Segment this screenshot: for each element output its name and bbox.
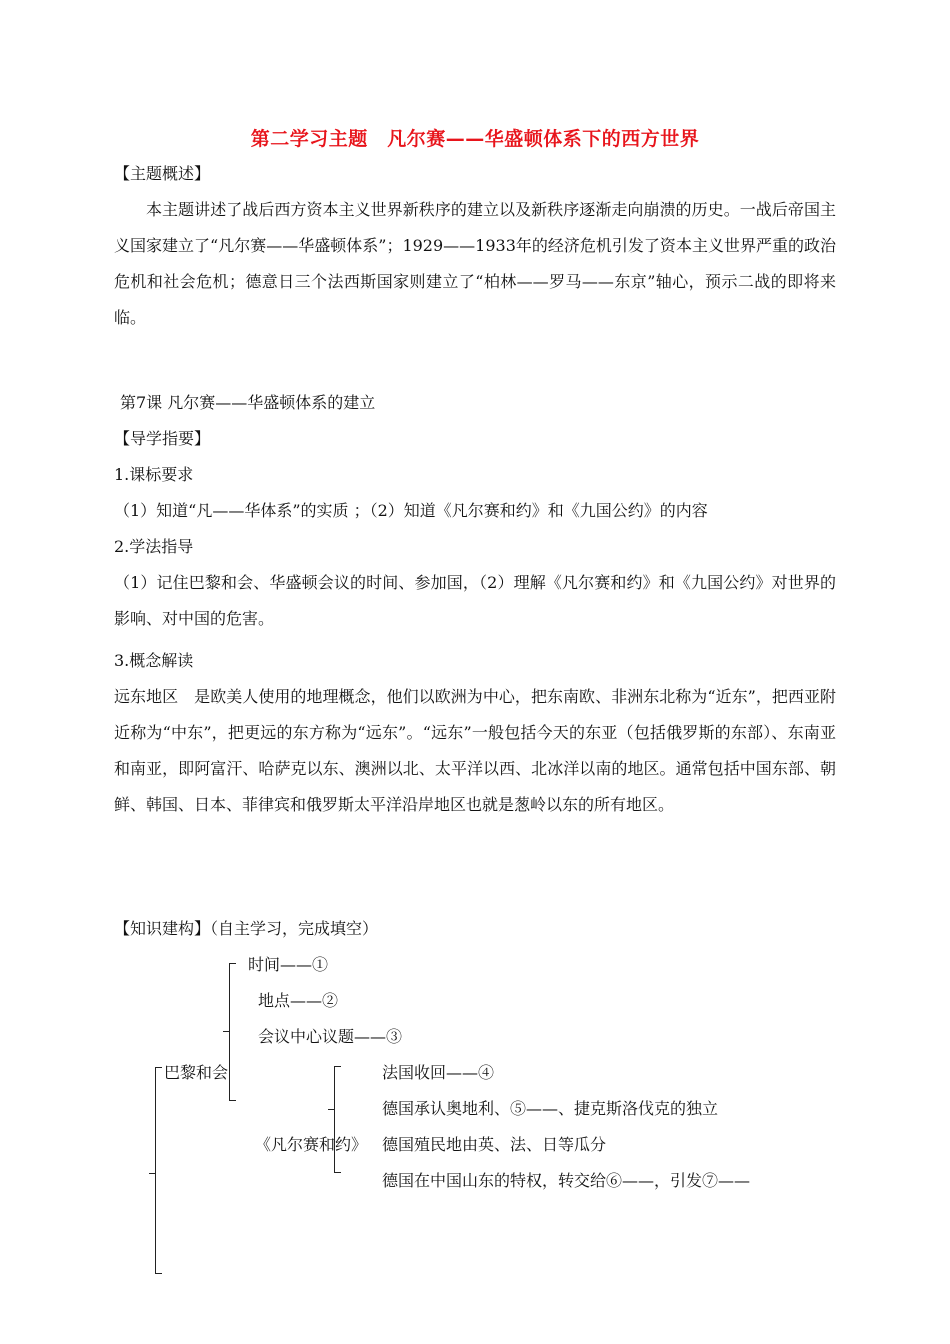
section-1-heading: 1.课标要求 [114, 465, 194, 484]
paris-conference-label: 巴黎和会 [164, 1063, 229, 1082]
treaty-item-2: 德国承认奥地利、⑤——、捷克斯洛伐克的独立 [382, 1099, 719, 1118]
page-title: 第二学习主题 凡尔赛——华盛顿体系下的西方世界 [250, 128, 700, 150]
paris-bracket-tick [223, 1031, 229, 1032]
topic-item: 会议中心议题——③ [258, 1027, 403, 1046]
section-3-heading: 3.概念解读 [114, 651, 194, 670]
knowledge-heading: 【知识建构】（自主学习，完成填空） [114, 919, 379, 938]
guide-heading: 【导学指要】 [114, 429, 211, 448]
section-2-heading: 2.学法指导 [114, 537, 194, 556]
outer-bracket [155, 1067, 162, 1274]
paris-bracket [229, 963, 236, 1101]
treaty-item-4: 德国在中国山东的特权，转交给⑥——，引发⑦—— [382, 1171, 751, 1190]
lesson-title: 第7课 凡尔赛——华盛顿体系的建立 [120, 393, 376, 412]
versailles-treaty-label: 《凡尔赛和约》 [255, 1135, 368, 1154]
treaty-bracket-tick [328, 1109, 334, 1110]
treaty-item-1: 法国收回——④ [382, 1063, 495, 1082]
outer-bracket-tick [149, 1173, 155, 1174]
section-2-text: （1）记住巴黎和会、华盛顿会议的时间、参加国，（2）理解《凡尔赛和约》和《九国公约》对世界的影响、对中国的危害。 [114, 573, 836, 628]
section-1-text: （1）知道“凡——华体系”的实质 ；（2）知道《凡尔赛和约》和《九国公约》的内容 [114, 501, 708, 520]
section-3-text: 远东地区 是欧美人使用的地理概念，他们以欧洲为中心，把东南欧、非洲东北称为“近东”，把西亚附近称为“中东”，把更远的东方称为“远东”。“远东”一般包括今天的东亚（包括俄罗斯的东部）、东南亚和南亚，即阿富汗、哈萨克以东、澳洲以北、太平洋以西、北冰洋以南的地区。通常包括中国东部、朝鲜、韩国、日本、菲律宾和俄罗斯太平洋沿岸地区也就是葱岭以东的所有地区。 [114, 687, 836, 814]
treaty-bracket [334, 1066, 341, 1173]
treaty-item-3: 德国殖民地由英、法、日等瓜分 [382, 1135, 607, 1154]
overview-heading: 【主题概述】 [114, 164, 211, 183]
place-item: 地点——② [258, 991, 339, 1010]
time-item: 时间——① [248, 955, 329, 974]
overview-paragraph: 本主题讲述了战后西方资本主义世界新秩序的建立以及新秩序逐渐走向崩溃的历史。一战后帝国主义国家建立了“凡尔赛——华盛顿体系”；1929——1933年的经济危机引发了资本主义世界严重的政治危机和社会危机；德意日三个法西斯国家则建立了“柏林——罗马——东京”轴心，预示二战的即将来临。 [114, 200, 836, 327]
